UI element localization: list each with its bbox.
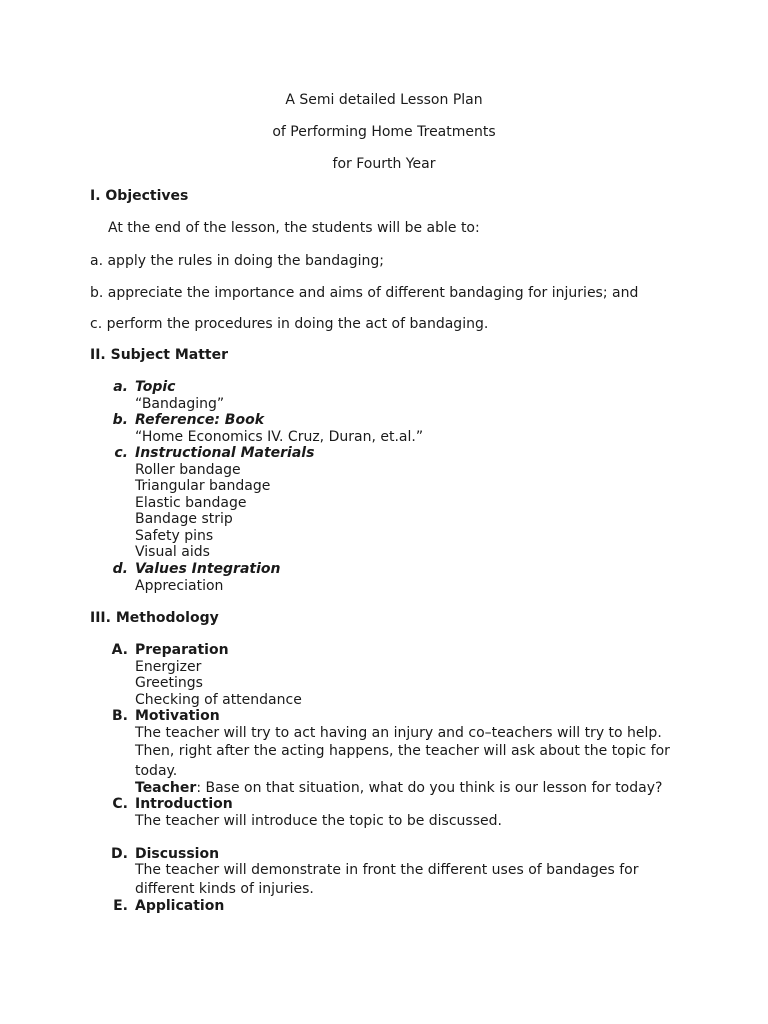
material-item: Bandage strip xyxy=(135,511,233,527)
method-title-discussion: Discussion xyxy=(135,846,220,862)
methodology-heading: III. Methodology xyxy=(90,610,219,626)
method-title-application: Application xyxy=(135,898,225,914)
method-title-preparation: Preparation xyxy=(135,642,229,658)
subject-item-title-reference: Reference: Book xyxy=(135,412,265,428)
objectives-intro: At the end of the lesson, the students will be able to: xyxy=(108,220,480,236)
subject-matter-heading: II. Subject Matter xyxy=(90,347,229,363)
subject-item-marker: d. xyxy=(112,561,128,577)
title-line-1: A Semi detailed Lesson Plan xyxy=(285,92,483,108)
method-line: Greetings xyxy=(135,675,203,691)
material-item: Elastic bandage xyxy=(135,495,247,511)
title-line-2: of Performing Home Treatments xyxy=(272,124,496,140)
material-item: Visual aids xyxy=(135,544,210,560)
title-line-3: for Fourth Year xyxy=(332,156,436,172)
method-line: The teacher will try to act having an injury and co–teachers will try to help. xyxy=(135,725,662,741)
teacher-prompt-line xyxy=(135,780,662,797)
material-item: Safety pins xyxy=(135,528,214,544)
objective-item-c: c. perform the procedures in doing the act of bandaging. xyxy=(90,316,489,332)
method-title-introduction: Introduction xyxy=(135,796,233,812)
objective-item-a: a. apply the rules in doing the bandaging; xyxy=(90,253,385,269)
method-line: Then, right after the acting happens, the teacher will ask about the topic for xyxy=(135,743,670,759)
subject-item-title-topic: Topic xyxy=(135,379,176,395)
subject-item-line: Appreciation xyxy=(135,578,224,594)
subject-item-title-values: Values Integration xyxy=(135,561,281,577)
method-item-marker: B. xyxy=(112,708,128,724)
method-item-marker: C. xyxy=(112,796,128,812)
method-line: Checking of attendance xyxy=(135,692,302,708)
method-line: today. xyxy=(135,763,178,779)
method-title-motivation: Motivation xyxy=(135,708,220,724)
method-line: The teacher will introduce the topic to be discussed. xyxy=(135,813,502,829)
method-line: different kinds of injuries. xyxy=(135,881,314,897)
method-item-marker: E. xyxy=(113,898,128,914)
method-line: The teacher will demonstrate in front the different uses of bandages for xyxy=(135,862,639,878)
subject-item-marker: a. xyxy=(113,379,128,395)
objectives-heading: I. Objectives xyxy=(90,188,189,204)
method-item-marker: D. xyxy=(111,846,128,862)
objective-item-b: b. appreciate the importance and aims of different bandaging for injuries; and xyxy=(90,285,639,301)
subject-item-line: “Bandaging” xyxy=(135,396,225,412)
subject-item-title-materials: Instructional Materials xyxy=(135,445,315,461)
subject-item-line: “Home Economics IV. Cruz, Duran, et.al.” xyxy=(135,429,424,445)
subject-item-marker: b. xyxy=(112,412,128,428)
method-line: Energizer xyxy=(135,659,202,675)
method-item-marker: A. xyxy=(111,642,128,658)
teacher-label: Teacher xyxy=(135,780,197,796)
teacher-prompt-text: : Base on that situation, what do you think is our lesson for today? xyxy=(196,780,663,796)
subject-item-marker: c. xyxy=(114,445,128,461)
material-item: Roller bandage xyxy=(135,462,241,478)
material-item: Triangular bandage xyxy=(135,478,271,494)
